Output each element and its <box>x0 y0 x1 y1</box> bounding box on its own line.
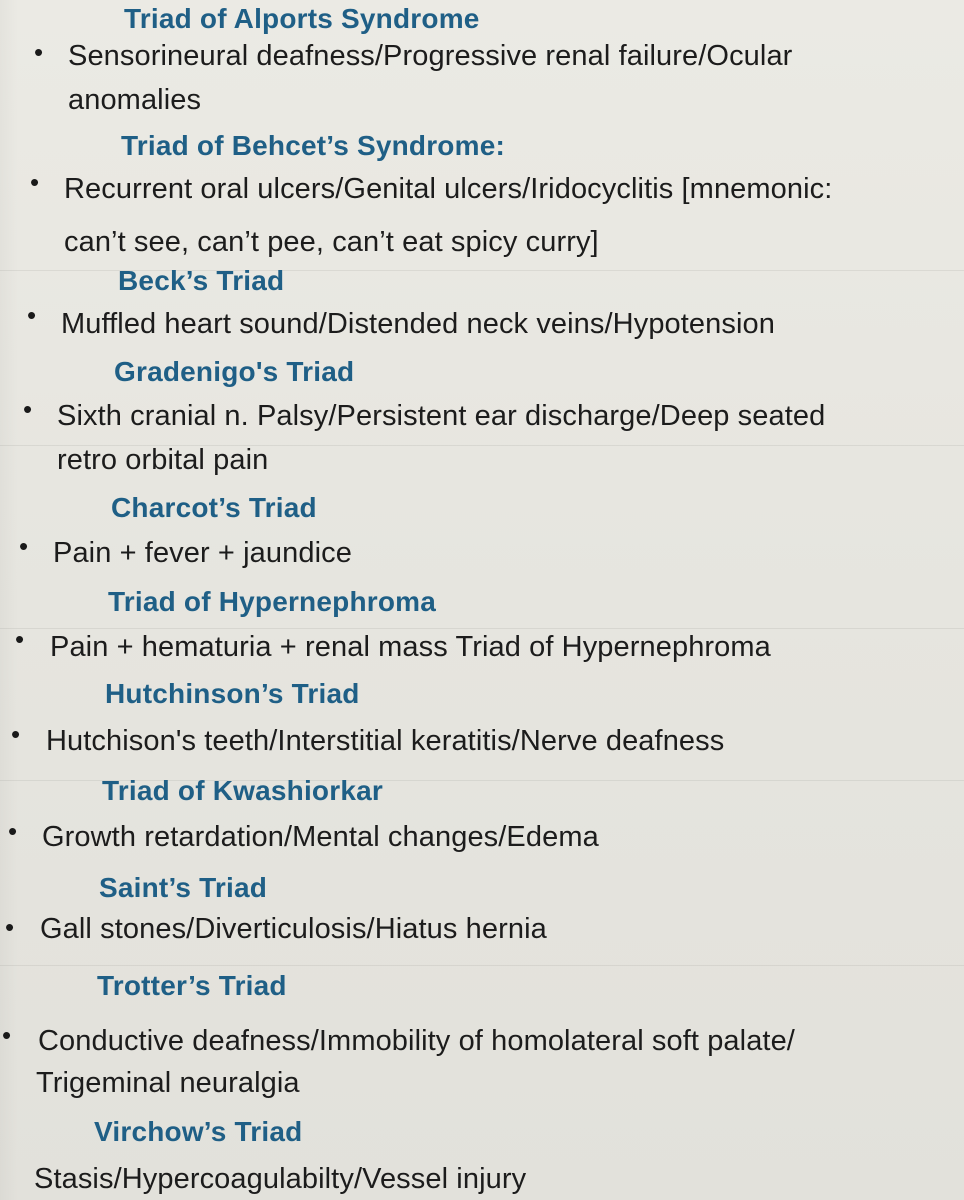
triad-description-line: Sixth cranial n. Palsy/Persistent ear discharge/Deep seated <box>57 400 826 432</box>
bullet-icon: • <box>30 167 40 197</box>
triad-description-line: Trigeminal neuralgia <box>36 1067 300 1099</box>
bullet-icon: • <box>19 531 29 561</box>
triad-heading: Gradenigo's Triad <box>114 356 355 387</box>
triad-description-line: Gall stones/Diverticulosis/Hiatus hernia <box>40 913 547 945</box>
triad-description-line: Growth retardation/Mental changes/Edema <box>42 821 599 853</box>
triad-description-line: Muffled heart sound/Distended neck veins/Hypotension <box>61 308 775 340</box>
triad-description-line: Pain + fever + jaundice <box>53 537 352 569</box>
bullet-icon: • <box>34 37 44 67</box>
bullet-icon: • <box>8 816 18 846</box>
triad-heading: Triad of Alports Syndrome <box>124 3 480 34</box>
triad-description-line: Pain + hematuria + renal mass Triad of Hypernephroma <box>50 631 771 663</box>
bullet-icon: • <box>2 1020 12 1050</box>
triad-heading: Trotter’s Triad <box>97 970 287 1001</box>
triad-heading: Beck’s Triad <box>118 265 285 296</box>
triad-description-line: Conductive deafness/Immobility of homolateral soft palate/ <box>38 1025 795 1057</box>
triad-description-line: Recurrent oral ulcers/Genital ulcers/Iridocyclitis [mnemonic: <box>64 173 833 205</box>
triad-heading: Hutchinson’s Triad <box>105 678 360 709</box>
triad-description-line: can’t see, can’t pee, can’t eat spicy curry] <box>64 226 599 258</box>
triad-description-line: retro orbital pain <box>57 444 269 476</box>
triad-heading: Triad of Hypernephroma <box>108 586 437 617</box>
bullet-icon: • <box>11 719 21 749</box>
background-rule-line <box>0 965 964 966</box>
triad-heading: Triad of Behcet’s Syndrome: <box>121 130 506 161</box>
bullet-icon: • <box>27 300 37 330</box>
bullet-icon: • <box>15 624 25 654</box>
triad-heading: Saint’s Triad <box>99 872 268 903</box>
triad-description-line: Sensorineural deafness/Progressive renal failure/Ocular <box>68 40 793 72</box>
triad-description-line: anomalies <box>68 84 202 116</box>
triad-heading: Triad of Kwashiorkar <box>102 775 383 806</box>
bullet-icon: • <box>23 394 33 424</box>
bullet-icon: • <box>5 912 15 942</box>
triad-heading: Virchow’s Triad <box>94 1116 303 1147</box>
triad-description-line: Stasis/Hypercoagulabilty/Vessel injury <box>34 1163 527 1195</box>
triad-description-line: Hutchison's teeth/Interstitial keratitis/Nerve deafness <box>46 725 725 757</box>
triad-heading: Charcot’s Triad <box>111 492 317 523</box>
